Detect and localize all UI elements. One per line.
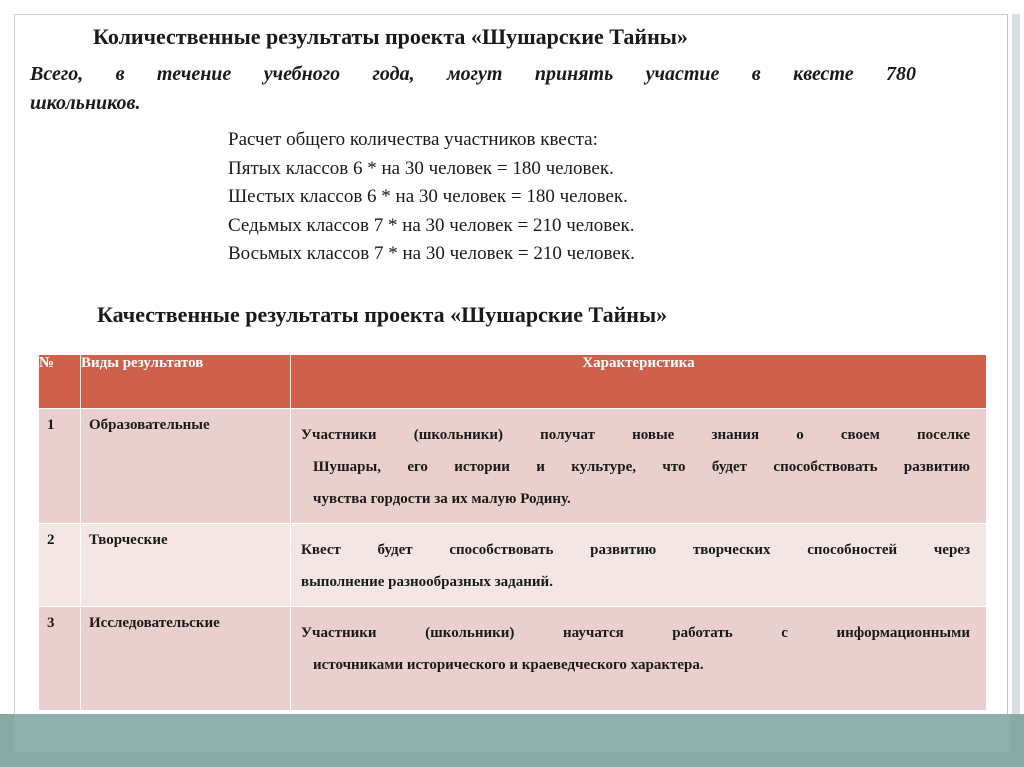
row-number: 3 (39, 607, 81, 711)
quant-title: Количественные результаты проекта «Шушарские Тайны» (93, 24, 688, 49)
row-description (291, 607, 987, 711)
table-row (39, 524, 987, 607)
row-number: 2 (39, 524, 81, 607)
desc-line: Квест будет способствовать развитию творческих способностей через (301, 542, 970, 558)
footer-band (0, 714, 1024, 767)
calc-line-7th: Седьмых классов 7 * на 30 человек = 210 человек. (228, 214, 635, 236)
row-type: Творческие (81, 524, 291, 607)
desc-line: источниками исторического и краеведческого характера. (313, 657, 704, 673)
intro-text (30, 60, 916, 118)
row-number: 1 (39, 409, 81, 524)
row-type: Образовательные (81, 409, 291, 524)
row-type: Исследовательские (81, 607, 291, 711)
calc-line-8th: Восьмых классов 7 * на 30 человек = 210 человек. (228, 243, 635, 264)
table-header-row (39, 355, 987, 409)
footer-stripe (14, 714, 1010, 752)
row-description (291, 524, 987, 607)
intro-line-1: Всего, в течение учебного года, могут принять участие в квесте 780 (30, 63, 916, 85)
qual-title: Качественные результаты проекта «Шушарские Тайны» (97, 302, 668, 327)
row-description (291, 409, 987, 524)
participants-calculation (228, 126, 635, 269)
table-row (39, 607, 987, 711)
calc-line-6th: Шестых классов 6 * на 30 человек = 180 человек. (228, 186, 628, 207)
table-row (39, 409, 987, 524)
intro-line-2: школьников. (30, 92, 141, 114)
desc-line: выполнение разнообразных заданий. (301, 574, 553, 590)
desc-line: Участники (школьники) получат новые знания о своем поселке (301, 427, 970, 443)
desc-line: чувства гордости за их малую Родину. (313, 491, 571, 507)
results-table (38, 354, 987, 711)
calc-heading: Расчет общего количества участников квеста: (228, 129, 598, 150)
calc-line-5th: Пятых классов 6 * на 30 человек = 180 человек. (228, 157, 614, 179)
col-header-type: Виды результатов (81, 355, 291, 409)
col-header-description: Характеристика (291, 355, 987, 409)
desc-line: Участники (школьники) научатся работать с информационными (301, 625, 970, 641)
col-header-number: № (39, 355, 81, 409)
desc-line: Шушары, его истории и культуре, что будет способствовать развитию (313, 459, 970, 475)
slide-edge (1012, 14, 1020, 714)
